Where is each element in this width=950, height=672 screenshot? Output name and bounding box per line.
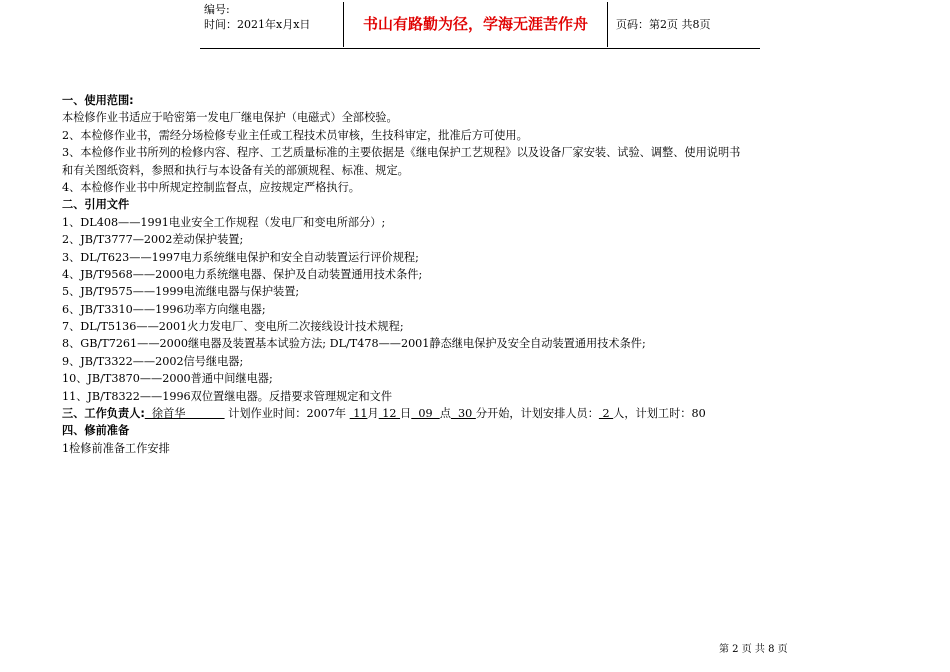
section4-line-1: 1检修前准备工作安排 [62, 441, 170, 455]
section1-line-4: 和有关图纸资料，参照和执行与本设备有关的部颁规程、标准、规定。 [62, 163, 409, 177]
section3-line [62, 405, 902, 422]
time-label: 时间：2021年x月x日 [204, 18, 311, 31]
section2-title: 二、引用文件 [62, 198, 130, 212]
day-unit: 日 [400, 407, 412, 421]
section3-title: 三、工作负责人: [62, 407, 145, 421]
person-in-charge: 徐首华 [144, 407, 225, 421]
plan-time-label: 计划作业时间：2007年 [224, 407, 350, 421]
plan-month: 11 [349, 407, 368, 421]
reference-item-2: 2、JB/T3777—2002差动保护装置; [62, 233, 244, 247]
section4-title: 四、修前准备 [62, 424, 130, 438]
header-meta [200, 2, 342, 47]
document-body [62, 92, 902, 457]
month-unit: 月 [367, 407, 379, 421]
page-footer: 第 2 页 共 8 页 [719, 644, 788, 655]
staff-count: 2 [598, 407, 614, 421]
header-page-label: 页码：第2页 共8页 [616, 18, 711, 31]
plan-day: 12 [378, 407, 401, 421]
section1-line-5: 4、本检修作业书中所规定控制监督点，应按规定严格执行。 [62, 180, 360, 194]
code-label: 编号: [204, 3, 230, 16]
reference-item-7: 7、DL/T5136——2001火力发电厂、变电所二次接线设计技术规程; [62, 320, 404, 334]
header-motto: 书山有路勤为径，学海无涯苦作舟 [343, 2, 608, 47]
reference-item-3: 3、DL/T623——1997电力系统继电保护和安全自动装置运行评价规程; [62, 250, 419, 264]
reference-item-9: 9、JB/T3322——2002信号继电器; [62, 354, 244, 368]
reference-item-11: 11、JB/T8322——1996双位置继电器。反措要求管理规定和文件 [62, 389, 393, 403]
reference-item-8: 8、GB/T7261——2000继电器及装置基本试验方法; DL/T478——2001静态继电保护及安全自动装置通用技术条件; [62, 337, 646, 351]
reference-item-5: 5、JB/T9575——1999电流继电器与保护装置; [62, 285, 300, 299]
reference-item-10: 10、JB/T3870——2000普通中间继电器; [62, 372, 273, 386]
hour-unit: 点 [439, 407, 451, 421]
plan-minute: 30 [450, 407, 476, 421]
section1-line-2: 2、本检修作业书，需经分场检修专业主任或工程技术员审核，生技科审定，批准后方可使用。 [62, 128, 528, 142]
reference-item-6: 6、JB/T3310——1996功率方向继电器; [62, 302, 266, 316]
staff-unit: 人，计划工时：80 [613, 407, 706, 421]
section1-line-1: 本检修作业书适应于哈密第一发电厂继电保护（电磁式）全部校验。 [62, 111, 398, 125]
section1-line-3: 3、本检修作业书所列的检修内容、程序、工艺质量标准的主要依据是《继电保护工艺规程》以及设备厂家安装、试验、调整、使用说明书 [62, 146, 741, 160]
reference-item-1: 1、DL408——1991电业安全工作规程（发电厂和变电所部分）; [62, 215, 386, 229]
plan-hour: 09 [411, 407, 440, 421]
minute-unit: 分开始，计划安排人员： [475, 407, 599, 421]
reference-item-4: 4、JB/T9568——2000电力系统继电器、保护及自动装置通用技术条件; [62, 267, 423, 281]
section1-title: 一、使用范围: [62, 94, 134, 107]
page-header [200, 2, 760, 49]
